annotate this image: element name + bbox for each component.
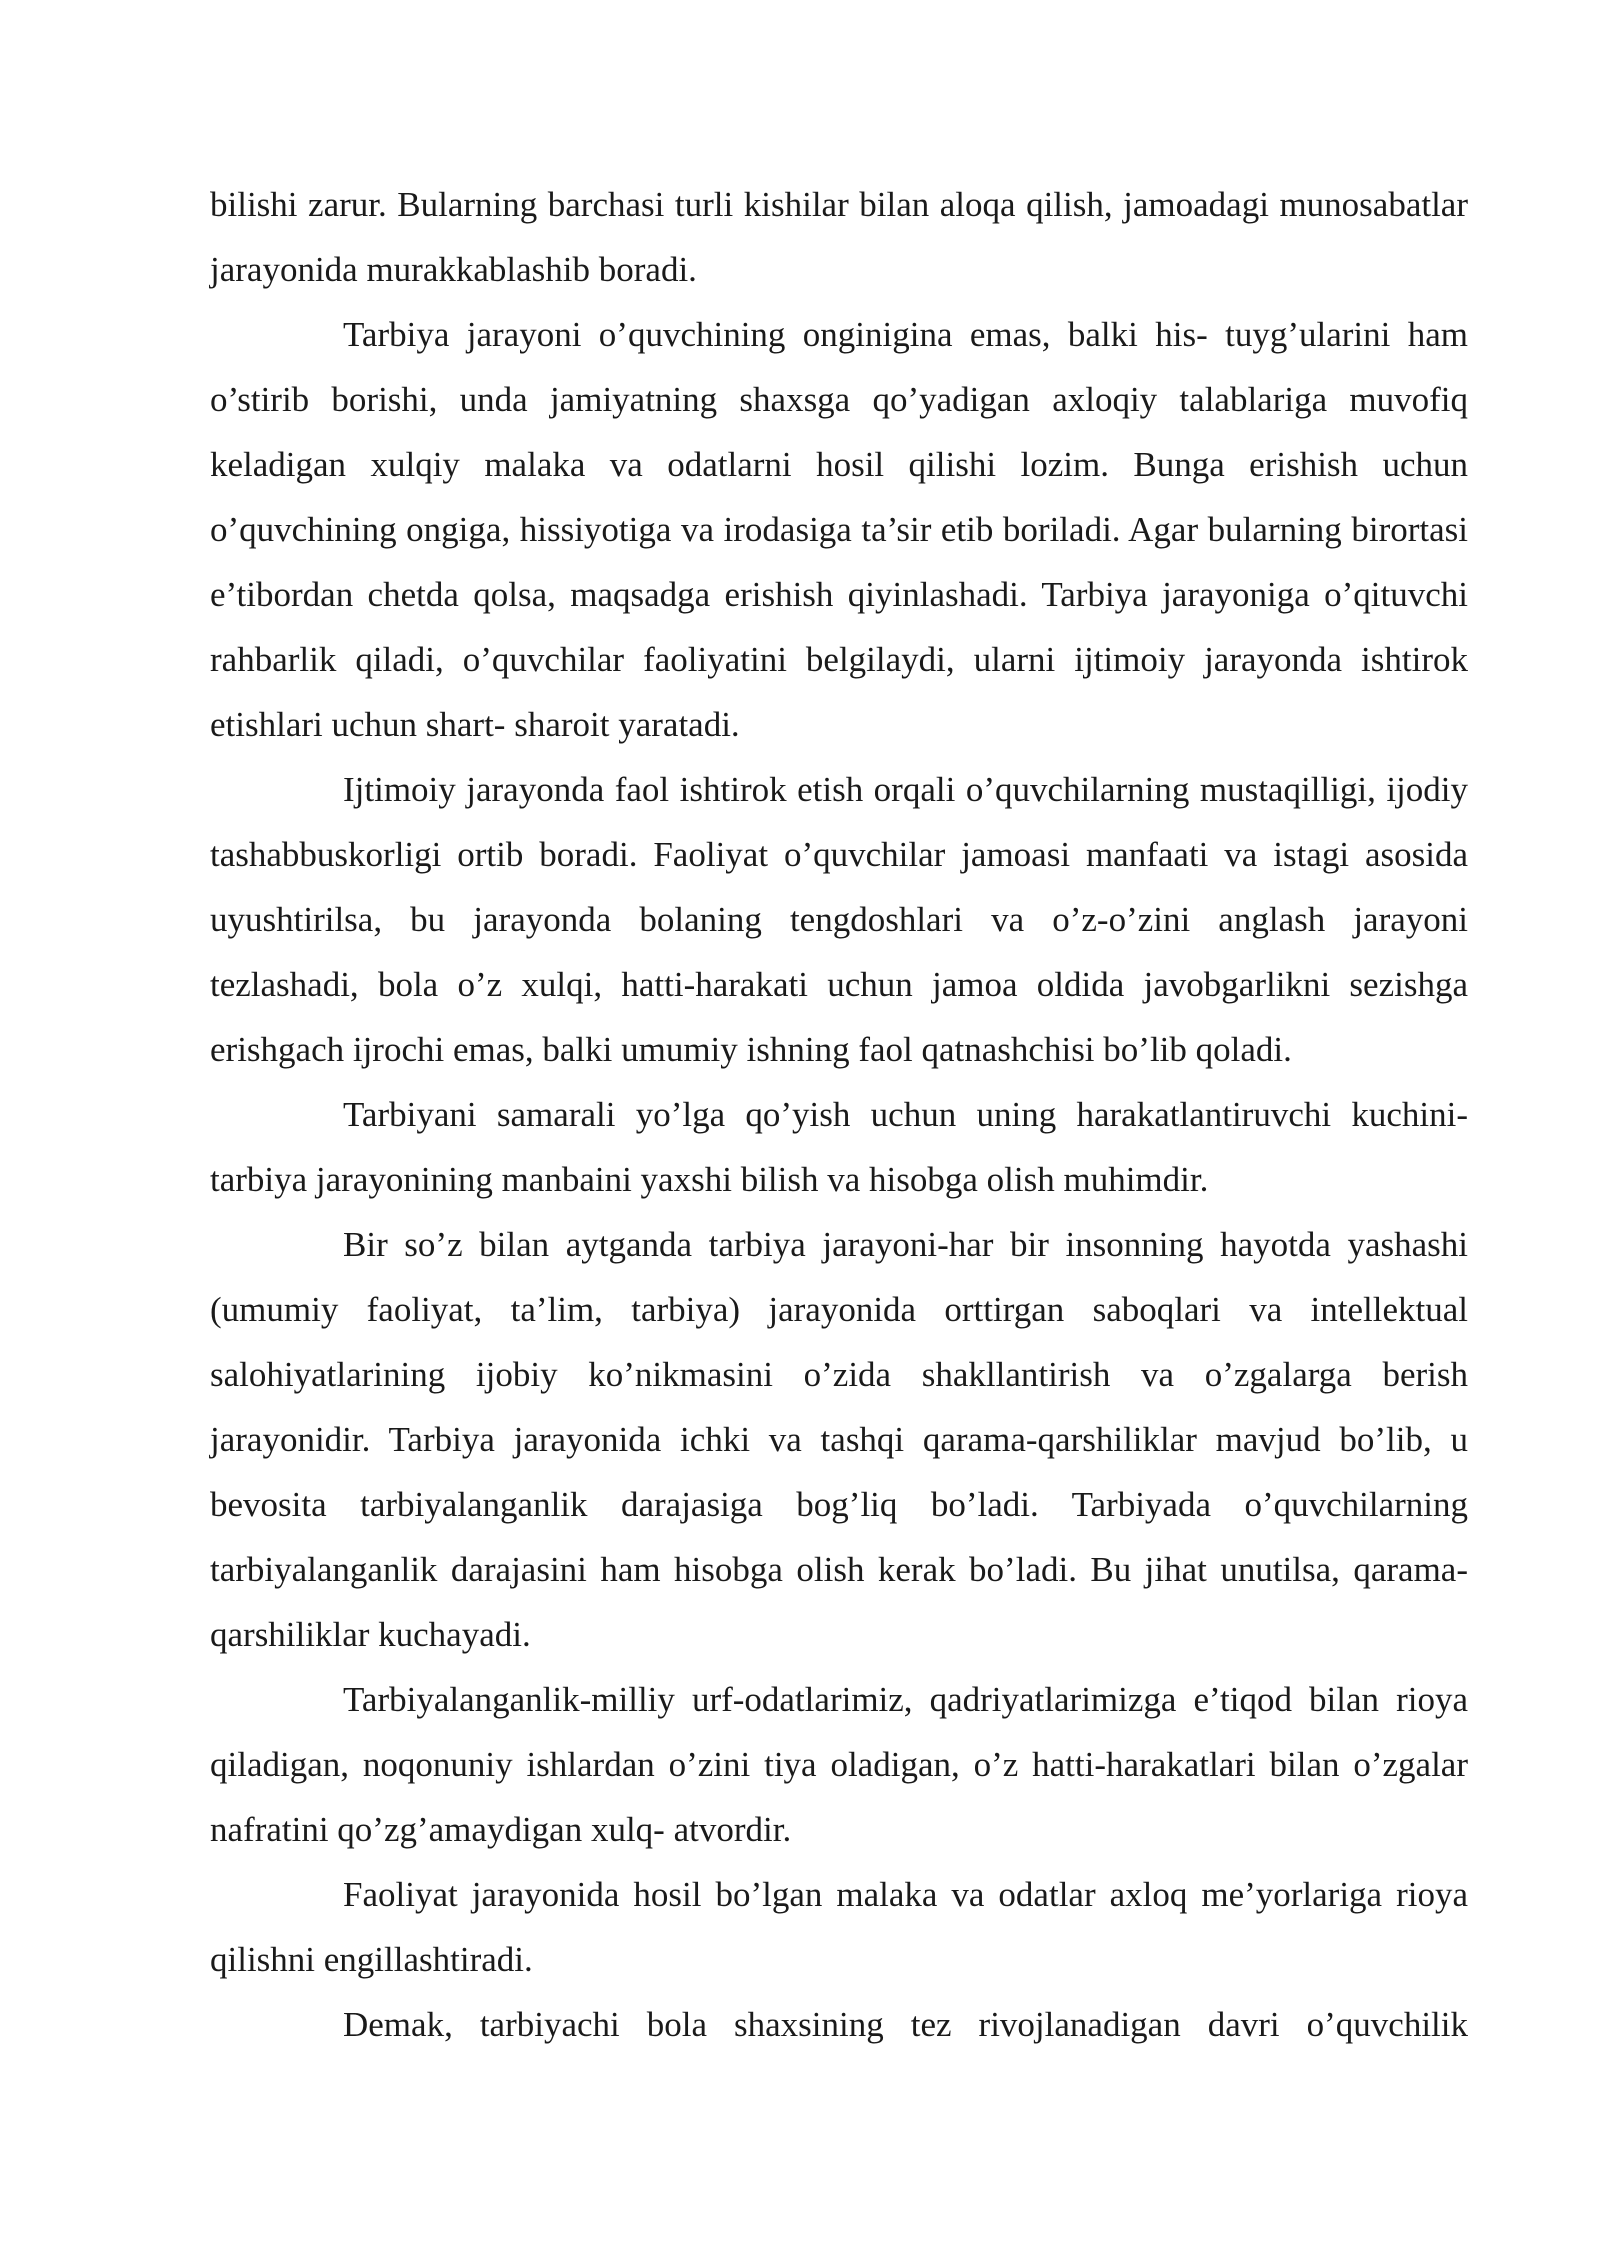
paragraph-tarbiya-jarayoni: Tarbiya jarayoni o’quvchining onginigina emas, balki his- tuyg’ularini ham o’stirib borishi, unda jamiyatning shaxsga qo’yadigan axloqiy talablariga muvofiq keladigan xulqiy malaka va odatlarni hosil qilishi lozim. Bunga erishish uchun o’quvchining ongiga, hissiyotiga va irodasiga ta’sir etib boriladi. Agar bularning birortasi e’tibordan chetda qolsa, maqsadga erishish qiyinlashadi. Tarbiya jarayoniga o’qituvchi rahbarlik qiladi, o’quvchilar faoliyatini belgilaydi, ularni ijtimoiy jarayonda ishtirok etishlari uchun shart- sharoit yaratadi. xyxy=(210,315,1468,744)
paragraph-ijtimoiy-jarayon: Ijtimoiy jarayonda faol ishtirok etish orqali o’quvchilarning mustaqilligi, ijodiy tashabbuskorligi ortib boradi. Faoliyat o’quvchilar jamoasi manfaati va istagi asosida uyushtirilsa, bu jarayonda bolaning tengdoshlari va o’z-o’zini anglash jarayoni tezlashadi, bola o’z xulqi, hatti-harakati uchun jamoa oldida javobgarlikni sezishga erishgach ijrochi emas, balki umumiy ishning faol qatnashchisi bo’lib qoladi. xyxy=(210,770,1468,1069)
paragraph-demak: Demak, tarbiyachi bola shaxsining tez rivojlanadigan davri o’quvchilik xyxy=(343,2005,1468,2044)
paragraph-faoliyat-jarayoni: Faoliyat jarayonida hosil bo’lgan malaka va odatlar axloq me’yorlariga rioya qilishni engillashtiradi. xyxy=(210,1875,1468,1979)
paragraph-bir-soz-bilan: Bir so’z bilan aytganda tarbiya jarayoni-har bir insonning hayotda yashashi (umumiy faoliyat, ta’lim, tarbiya) jarayonida orttirgan saboqlari va intellektual salohiyatlarining ijobiy ko’nikmasini o’zida shakllantirish va o’zgalarga berish jarayonidir. Tarbiya jarayonida ichki va tashqi qarama-qarshiliklar mavjud bo’lib, u bevosita tarbiyalanganlik darajasiga bog’liq bo’ladi. Tarbiyada o’quvchilarning tarbiyalanganlik darajasini ham hisobga olish kerak bo’ladi. Bu jihat unutilsa, qarama-qarshiliklar kuchayadi. xyxy=(210,1225,1468,1654)
paragraph-harakatlantiruvchi-kuch: Tarbiyani samarali yo’lga qo’yish uchun uning harakatlantiruvchi kuchini- tarbiya jarayonining manbaini yaxshi bilish va hisobga olish muhimdir. xyxy=(210,1095,1468,1199)
paragraph-tarbiyalanganlik: Tarbiyalanganlik-milliy urf-odatlarimiz, qadriyatlarimizga e’tiqod bilan rioya qiladigan, noqonuniy ishlardan o’zini tiya oladigan, o’z hatti-harakatlari bilan o’zgalar nafratini qo’zg’amaydigan xulq- atvordir. xyxy=(210,1680,1468,1849)
document-page xyxy=(210,172,1468,2057)
paragraph-continuation: bilishi zarur. Bularning barchasi turli kishilar bilan aloqa qilish, jamoadagi munosabatlar jarayonida murakkablashib boradi. xyxy=(210,185,1468,289)
